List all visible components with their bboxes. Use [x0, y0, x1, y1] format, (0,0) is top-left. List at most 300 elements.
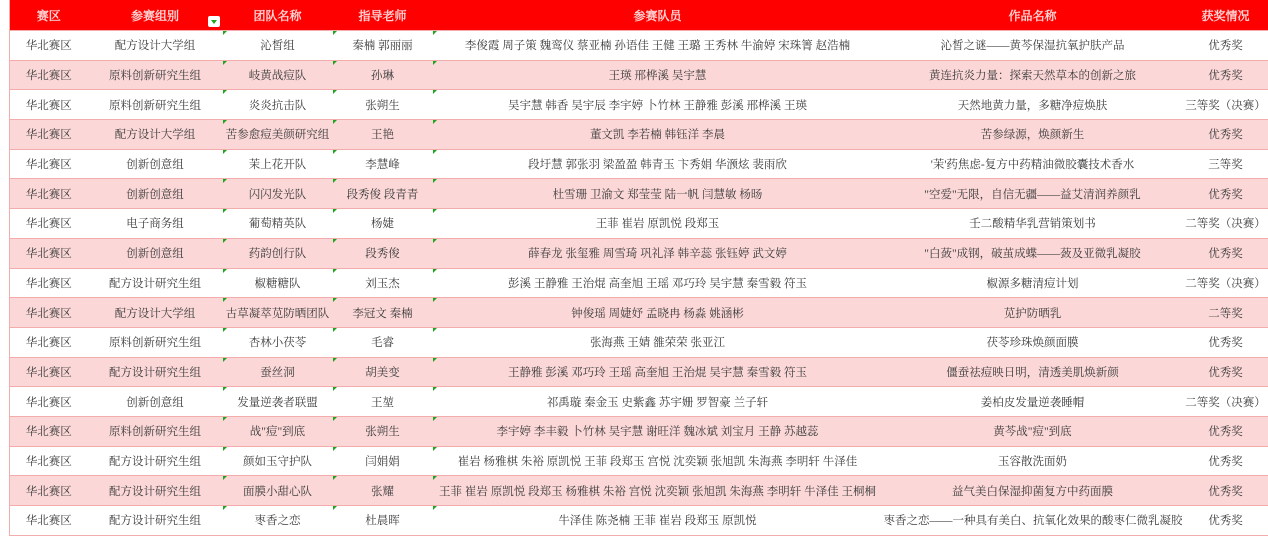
cell-advisor[interactable] — [333, 446, 433, 476]
cell-text: 毛睿 — [371, 337, 394, 349]
cell-text: 闪闪发光队 — [249, 189, 307, 201]
cell-text: 椒糖糖队 — [255, 278, 301, 290]
cell-zone[interactable] — [10, 268, 88, 298]
cell-zone[interactable] — [10, 387, 88, 417]
cell-zone[interactable] — [10, 31, 88, 61]
cell-zone[interactable] — [10, 209, 88, 239]
cell-text: 益气美白保湿抑菌复方中药面膜 — [952, 486, 1113, 498]
table-row — [10, 238, 1268, 268]
cell-text: 李冠文 秦楠 — [352, 308, 412, 320]
cell-award[interactable] — [1183, 357, 1268, 387]
cell-text: 胡美变 — [365, 367, 400, 379]
cell-award[interactable] — [1183, 31, 1268, 61]
cell-corner-marker-icon — [333, 120, 337, 124]
cell-text: 王艳 — [371, 129, 394, 141]
cell-advisor[interactable] — [333, 476, 433, 506]
table-row — [10, 149, 1268, 179]
cell-group[interactable] — [88, 60, 223, 90]
cell-advisor[interactable] — [333, 149, 433, 179]
cell-group[interactable] — [88, 238, 223, 268]
cell-award[interactable] — [1183, 179, 1268, 209]
cell-corner-marker-icon — [333, 269, 337, 273]
table-row — [10, 179, 1268, 209]
cell-zone[interactable] — [10, 446, 88, 476]
cell-text: 王菲 崔岩 原凯悦 段郑玉 杨雅棋 朱裕 宫悦 沈奕颖 张旭凯 朱海燕 李明轩 牛泽佳 王桐桐 — [439, 486, 876, 498]
cell-award[interactable] — [1183, 149, 1268, 179]
cell-award[interactable] — [1183, 60, 1268, 90]
cell-text: "白蔹"成钢，破茧成蝶——蔹及亚微乳凝胶 — [924, 248, 1140, 260]
cell-text: 牛泽佳 陈尧楠 王菲 崔岩 段郑玉 原凯悦 — [558, 515, 756, 527]
cell-corner-marker-icon — [223, 447, 227, 451]
header-row — [10, 0, 1268, 31]
cell-corner-marker-icon — [333, 239, 337, 243]
cell-text: 二等奖 — [1208, 308, 1243, 320]
cell-corner-marker-icon — [333, 90, 337, 94]
cell-members[interactable] — [433, 60, 883, 90]
cell-corner-marker-icon — [433, 120, 437, 124]
cell-corner-marker-icon — [333, 387, 337, 391]
col-header-advisor[interactable]: 指导老师 — [333, 0, 433, 31]
cell-text: 董文凯 李若楠 韩钰洋 李晨 — [590, 129, 725, 141]
cell-text: 蚕丝洞 — [260, 367, 295, 379]
cell-text: 二等奖（决赛） — [1185, 397, 1266, 409]
cell-text: 华北赛区 — [26, 426, 72, 438]
table-row — [10, 476, 1268, 506]
cell-text: 秦楠 郭丽丽 — [352, 40, 412, 52]
cell-group[interactable] — [88, 149, 223, 179]
cell-text: 华北赛区 — [26, 486, 72, 498]
cell-group[interactable] — [88, 357, 223, 387]
cell-corner-marker-icon — [223, 387, 227, 391]
cell-text: 药韵创行队 — [249, 248, 307, 260]
cell-group[interactable] — [88, 90, 223, 120]
cell-group[interactable] — [88, 268, 223, 298]
cell-text: 配方设计研究生组 — [109, 515, 201, 527]
cell-group[interactable] — [88, 416, 223, 446]
cell-team[interactable] — [223, 60, 333, 90]
cell-group[interactable] — [88, 31, 223, 61]
cell-corner-marker-icon — [333, 447, 337, 451]
cell-members[interactable] — [433, 327, 883, 357]
table-row — [10, 506, 1268, 536]
cell-corner-marker-icon — [333, 358, 337, 362]
cell-text: 华北赛区 — [26, 40, 72, 52]
cell-group[interactable] — [88, 506, 223, 536]
cell-work[interactable] — [883, 387, 1183, 417]
cell-award[interactable] — [1183, 120, 1268, 150]
cell-corner-marker-icon — [223, 239, 227, 243]
cell-text: 苦参愈痘美颜研究组 — [226, 129, 330, 141]
cell-members[interactable] — [433, 446, 883, 476]
cell-text: 僵蚕祛痘映日明，清透美肌焕新颜 — [946, 367, 1119, 379]
cell-text: 二等奖（决赛） — [1185, 278, 1266, 290]
cell-work[interactable] — [883, 506, 1183, 536]
cell-corner-marker-icon — [333, 61, 337, 65]
cell-text: 沁皙组 — [260, 40, 295, 52]
cell-members[interactable] — [433, 238, 883, 268]
cell-text: 李慧峰 — [365, 159, 400, 171]
cell-text: 华北赛区 — [26, 248, 72, 260]
cell-text: 优秀奖 — [1208, 337, 1243, 349]
cell-group[interactable] — [88, 298, 223, 328]
cell-text: 华北赛区 — [26, 70, 72, 82]
cell-members[interactable] — [433, 298, 883, 328]
col-header-work[interactable]: 作品名称 — [883, 0, 1183, 31]
cell-text: 姜柏皮发量逆袭睡帽 — [981, 397, 1085, 409]
col-header-members[interactable]: 参赛队员 — [433, 0, 883, 31]
cell-text: 面膜小甜心队 — [243, 486, 312, 498]
cell-text: 华北赛区 — [26, 397, 72, 409]
cell-corner-marker-icon — [333, 476, 337, 480]
cell-text: 黄芩战"痘"到底 — [993, 426, 1071, 438]
cell-text: 配方设计研究生组 — [109, 278, 201, 290]
cell-corner-marker-icon — [333, 506, 337, 510]
table-row — [10, 298, 1268, 328]
cell-text: 华北赛区 — [26, 129, 72, 141]
cell-members[interactable] — [433, 149, 883, 179]
cell-corner-marker-icon — [223, 476, 227, 480]
cell-corner-marker-icon — [433, 328, 437, 332]
cell-award[interactable] — [1183, 238, 1268, 268]
cell-text: 华北赛区 — [26, 337, 72, 349]
cell-corner-marker-icon — [333, 209, 337, 213]
cell-work[interactable] — [883, 298, 1183, 328]
cell-team[interactable] — [223, 416, 333, 446]
cell-text: 华北赛区 — [26, 189, 72, 201]
cell-text: '茉'药焦虑-复方中药精油微胶囊技术香水 — [931, 159, 1134, 171]
cell-text: 优秀奖 — [1208, 456, 1243, 468]
cell-text: 崔岩 杨雅棋 朱裕 原凯悦 王菲 段郑玉 宫悦 沈奕颖 张旭凯 朱海燕 李明轩 牛泽佳 — [458, 456, 858, 468]
cell-text: 华北赛区 — [26, 308, 72, 320]
cell-work[interactable] — [883, 476, 1183, 506]
cell-text: 枣香之恋 — [255, 515, 301, 527]
cell-text: 华北赛区 — [26, 159, 72, 171]
cell-text: 华北赛区 — [26, 100, 72, 112]
table-row — [10, 120, 1268, 150]
cell-text: 配方设计大学组 — [115, 308, 196, 320]
cell-text: 三等奖（决赛） — [1185, 100, 1266, 112]
cell-text: 闫娟娟 — [365, 456, 400, 468]
cell-text: 颜如玉守护队 — [243, 456, 312, 468]
cell-team[interactable] — [223, 179, 333, 209]
cell-zone[interactable] — [10, 179, 88, 209]
cell-group[interactable] — [88, 327, 223, 357]
table-row — [10, 416, 1268, 446]
cell-corner-marker-icon — [223, 269, 227, 273]
cell-members[interactable] — [433, 268, 883, 298]
cell-team[interactable] — [223, 327, 333, 357]
cell-text: 王静雅 彭溪 邓巧玲 王瑶 高奎旭 王治焜 吴宇慧 秦雪毅 符玉 — [508, 367, 807, 379]
cell-text: 杨婕 — [371, 218, 394, 230]
cell-group[interactable] — [88, 476, 223, 506]
cell-zone[interactable] — [10, 416, 88, 446]
table-row — [10, 357, 1268, 387]
cell-text: 华北赛区 — [26, 367, 72, 379]
cell-zone[interactable] — [10, 506, 88, 536]
cell-members[interactable] — [433, 357, 883, 387]
cell-group[interactable] — [88, 446, 223, 476]
cell-members[interactable] — [433, 179, 883, 209]
cell-text: 战"痘"到底 — [250, 426, 305, 438]
cell-text: 苋护防晒乳 — [1004, 308, 1062, 320]
cell-text: 杜晨晖 — [365, 515, 400, 527]
cell-team[interactable] — [223, 238, 333, 268]
cell-text: 祁禹璇 秦金玉 史紫鑫 苏宇姗 罗智豪 兰子轩 — [547, 397, 768, 409]
cell-team[interactable] — [223, 506, 333, 536]
cell-advisor[interactable] — [333, 387, 433, 417]
cell-corner-marker-icon — [433, 150, 437, 154]
cell-text: "空爱"无限，自信无疆——益艾清润养颜乳 — [924, 189, 1140, 201]
cell-advisor[interactable] — [333, 238, 433, 268]
cell-zone[interactable] — [10, 60, 88, 90]
cell-text: 岐黄战痘队 — [249, 70, 307, 82]
cell-text: 椒源多糖清痘计划 — [987, 278, 1079, 290]
cell-work[interactable] — [883, 90, 1183, 120]
cell-team[interactable] — [223, 209, 333, 239]
cell-work[interactable] — [883, 446, 1183, 476]
cell-corner-marker-icon — [223, 90, 227, 94]
cell-award[interactable] — [1183, 476, 1268, 506]
cell-award[interactable] — [1183, 268, 1268, 298]
cell-corner-marker-icon — [223, 506, 227, 510]
cell-corner-marker-icon — [433, 447, 437, 451]
cell-work[interactable] — [883, 416, 1183, 446]
cell-text: 薛春龙 张玺雅 周雪琦 巩礼泽 韩辛蕊 张钰婷 武文婷 — [528, 248, 787, 260]
cell-corner-marker-icon — [333, 150, 337, 154]
cell-award[interactable] — [1183, 446, 1268, 476]
cell-team[interactable] — [223, 90, 333, 120]
cell-award[interactable] — [1183, 327, 1268, 357]
cell-corner-marker-icon — [333, 179, 337, 183]
cell-text: 华北赛区 — [26, 278, 72, 290]
cell-advisor[interactable] — [333, 120, 433, 150]
cell-advisor[interactable] — [333, 90, 433, 120]
cell-corner-marker-icon — [433, 61, 437, 65]
cell-text: 古草凝萃苋防晒团队 — [226, 308, 330, 320]
filter-dropdown-icon[interactable] — [208, 16, 220, 27]
cell-team[interactable] — [223, 120, 333, 150]
cell-text: 钟俊瑶 周婕妤 孟晓冉 杨淼 姚涵彬 — [571, 308, 744, 320]
cell-work[interactable] — [883, 120, 1183, 150]
cell-corner-marker-icon — [433, 209, 437, 213]
cell-text: 壬二酸精华乳营销策划书 — [969, 218, 1096, 230]
cell-text: 王堃 — [371, 397, 394, 409]
cell-advisor[interactable] — [333, 357, 433, 387]
cell-text: 茉上花开队 — [249, 159, 307, 171]
cell-corner-marker-icon — [223, 31, 227, 35]
cell-text: 张朔生 — [365, 426, 400, 438]
cell-advisor[interactable] — [333, 268, 433, 298]
table-row — [10, 209, 1268, 239]
cell-text: 创新创意组 — [126, 248, 184, 260]
cell-work[interactable] — [883, 268, 1183, 298]
cell-members[interactable] — [433, 209, 883, 239]
cell-corner-marker-icon — [223, 61, 227, 65]
cell-text: 优秀奖 — [1208, 70, 1243, 82]
cell-text: 优秀奖 — [1208, 189, 1243, 201]
cell-text: 配方设计研究生组 — [109, 486, 201, 498]
cell-group[interactable] — [88, 179, 223, 209]
cell-text: 李俊霞 周子策 魏鸾仪 蔡亚楠 孙语佳 王健 王璐 王秀林 牛渝婷 宋珠箐 赵浩楠 — [465, 40, 850, 52]
cell-text: 张海燕 王婧 雒荣荣 张亚江 — [590, 337, 725, 349]
cell-text: 华北赛区 — [26, 515, 72, 527]
cell-group[interactable] — [88, 209, 223, 239]
cell-work[interactable] — [883, 238, 1183, 268]
cell-text: 王瑛 邢桦溪 吴宇慧 — [609, 70, 707, 82]
table-row — [10, 446, 1268, 476]
cell-team[interactable] — [223, 476, 333, 506]
cell-work[interactable] — [883, 149, 1183, 179]
cell-text: 天然地黄力量，多糖净痘焕肤 — [958, 100, 1108, 112]
cell-advisor[interactable] — [333, 31, 433, 61]
cell-text: 优秀奖 — [1208, 426, 1243, 438]
cell-text: 华北赛区 — [26, 456, 72, 468]
cell-work[interactable] — [883, 327, 1183, 357]
cell-text: 三等奖 — [1208, 159, 1243, 171]
col-header-zone[interactable]: 赛区 — [10, 0, 88, 31]
cell-text: 创新创意组 — [126, 159, 184, 171]
cell-text: 电子商务组 — [126, 218, 184, 230]
cell-text: 彭溪 王静雅 王治焜 高奎旭 王瑶 邓巧玲 吴宇慧 秦雪毅 符玉 — [508, 278, 807, 290]
cell-text: 葡萄精英队 — [249, 218, 307, 230]
cell-corner-marker-icon — [223, 328, 227, 332]
cell-team[interactable] — [223, 31, 333, 61]
cell-text: 配方设计研究生组 — [109, 367, 201, 379]
cell-work[interactable] — [883, 31, 1183, 61]
cell-award[interactable] — [1183, 90, 1268, 120]
cell-award[interactable] — [1183, 506, 1268, 536]
cell-team[interactable] — [223, 357, 333, 387]
cell-text: 创新创意组 — [126, 397, 184, 409]
col-header-group[interactable] — [88, 0, 223, 31]
cell-text: 华北赛区 — [26, 218, 72, 230]
cell-members[interactable] — [433, 120, 883, 150]
cell-work[interactable] — [883, 209, 1183, 239]
cell-members[interactable] — [433, 476, 883, 506]
cell-text: 张朔生 — [365, 100, 400, 112]
table-row — [10, 60, 1268, 90]
cell-text: 段圩慧 郭张羽 梁盈盈 韩青玉 卞秀娟 华滪炫 裴雨欣 — [528, 159, 787, 171]
cell-corner-marker-icon — [223, 358, 227, 362]
cell-award[interactable] — [1183, 416, 1268, 446]
cell-advisor[interactable] — [333, 416, 433, 446]
cell-text: 优秀奖 — [1208, 515, 1243, 527]
cell-zone[interactable] — [10, 120, 88, 150]
cell-team[interactable] — [223, 268, 333, 298]
cell-text: 杏林小茯苓 — [249, 337, 307, 349]
cell-advisor[interactable] — [333, 327, 433, 357]
cell-text: 创新创意组 — [126, 189, 184, 201]
cell-members[interactable] — [433, 31, 883, 61]
cell-text: 段秀俊 段青青 — [347, 189, 419, 201]
cell-group[interactable] — [88, 120, 223, 150]
col-header-group-label: 参赛组别 — [131, 9, 179, 23]
cell-corner-marker-icon — [223, 120, 227, 124]
award-spreadsheet — [9, 0, 1268, 536]
col-header-award[interactable]: 获奖情况 — [1183, 0, 1268, 31]
cell-text: 王菲 崔岩 原凯悦 段郑玉 — [596, 218, 720, 230]
cell-team[interactable] — [223, 298, 333, 328]
cell-award[interactable] — [1183, 209, 1268, 239]
cell-text: 原料创新研究生组 — [109, 100, 201, 112]
cell-members[interactable] — [433, 506, 883, 536]
cell-text: 原料创新研究生组 — [109, 337, 201, 349]
cell-text: 优秀奖 — [1208, 367, 1243, 379]
cell-zone[interactable] — [10, 327, 88, 357]
cell-text: 玉容散洗面奶 — [998, 456, 1067, 468]
col-header-team[interactable]: 团队名称 — [223, 0, 333, 31]
cell-members[interactable] — [433, 90, 883, 120]
cell-text: 原料创新研究生组 — [109, 70, 201, 82]
cell-advisor[interactable] — [333, 209, 433, 239]
cell-corner-marker-icon — [223, 298, 227, 302]
cell-advisor[interactable] — [333, 298, 433, 328]
cell-corner-marker-icon — [223, 179, 227, 183]
cell-text: 张耀 — [371, 486, 394, 498]
cell-group[interactable] — [88, 387, 223, 417]
cell-text: 二等奖（决赛） — [1185, 218, 1266, 230]
cell-award[interactable] — [1183, 298, 1268, 328]
cell-zone[interactable] — [10, 90, 88, 120]
table-row — [10, 327, 1268, 357]
cell-advisor[interactable] — [333, 179, 433, 209]
awards-table — [9, 0, 1268, 536]
cell-team[interactable] — [223, 446, 333, 476]
cell-members[interactable] — [433, 416, 883, 446]
cell-corner-marker-icon — [433, 506, 437, 510]
cell-corner-marker-icon — [433, 269, 437, 273]
cell-text: 发量逆袭者联盟 — [237, 397, 318, 409]
cell-text: 配方设计大学组 — [115, 40, 196, 52]
cell-corner-marker-icon — [223, 417, 227, 421]
cell-text: 优秀奖 — [1208, 129, 1243, 141]
cell-text: 杜雪珊 卫渝文 郑莹莹 陆一帆 闫慧敏 杨旸 — [553, 189, 763, 201]
cell-zone[interactable] — [10, 298, 88, 328]
cell-corner-marker-icon — [433, 298, 437, 302]
cell-zone[interactable] — [10, 149, 88, 179]
cell-zone[interactable] — [10, 238, 88, 268]
cell-text: 李宇婷 李丰毅 卜竹林 吴宇慧 谢旺洋 魏冰斌 刘宝月 王静 苏越蕊 — [497, 426, 819, 438]
cell-corner-marker-icon — [333, 298, 337, 302]
cell-zone[interactable] — [10, 357, 88, 387]
cell-text: 枣香之恋——一种具有美白、抗氧化效果的酸枣仁微乳凝胶 — [884, 515, 1183, 527]
cell-advisor[interactable] — [333, 60, 433, 90]
cell-corner-marker-icon — [333, 31, 337, 35]
cell-text: 茯苓珍珠焕颜面膜 — [987, 337, 1079, 349]
cell-text: 优秀奖 — [1208, 40, 1243, 52]
cell-corner-marker-icon — [433, 90, 437, 94]
table-row — [10, 31, 1268, 61]
cell-text: 沁皙之谜——黄芩保湿抗氧护肤产品 — [941, 40, 1125, 52]
cell-text: 苦参绿源，焕颜新生 — [981, 129, 1085, 141]
table-row — [10, 90, 1268, 120]
cell-corner-marker-icon — [333, 417, 337, 421]
cell-zone[interactable] — [10, 476, 88, 506]
cell-advisor[interactable] — [333, 506, 433, 536]
cell-text: 优秀奖 — [1208, 248, 1243, 260]
cell-work[interactable] — [883, 179, 1183, 209]
table-row — [10, 268, 1268, 298]
cell-team[interactable] — [223, 149, 333, 179]
cell-work[interactable] — [883, 60, 1183, 90]
cell-award[interactable] — [1183, 387, 1268, 417]
cell-members[interactable] — [433, 387, 883, 417]
cell-text: 配方设计大学组 — [115, 129, 196, 141]
cell-text: 配方设计研究生组 — [109, 456, 201, 468]
cell-text: 刘玉杰 — [365, 278, 400, 290]
cell-work[interactable] — [883, 357, 1183, 387]
cell-team[interactable] — [223, 387, 333, 417]
